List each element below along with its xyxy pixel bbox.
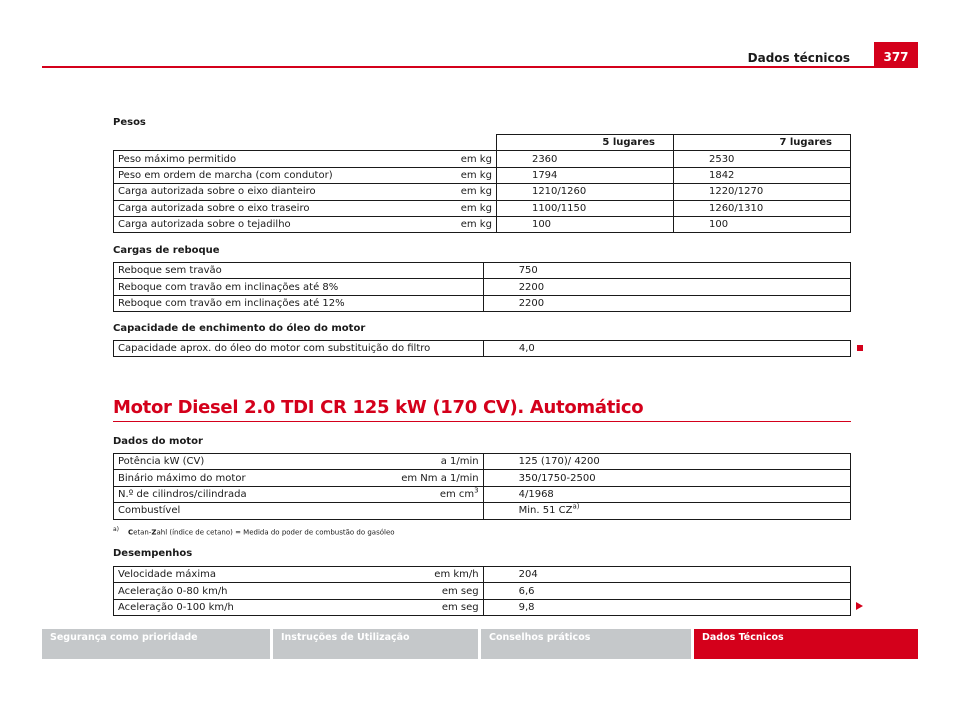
table-row xyxy=(114,599,851,615)
table-row xyxy=(114,567,851,583)
row-value: 2200 xyxy=(483,295,850,311)
footnote-text: ahl (índice de cetano) = Medida do poder de combustão do gasóleo xyxy=(156,528,395,537)
row-value-7: 1260/1310 xyxy=(673,200,850,216)
row-value-5: 1210/1260 xyxy=(496,184,673,200)
table-row xyxy=(114,279,851,295)
pesos-table xyxy=(113,134,851,233)
row-label: Binário máximo do motor xyxy=(114,470,314,486)
row-value-5: 1100/1150 xyxy=(496,200,673,216)
row-unit: em kg xyxy=(337,151,497,167)
table-row xyxy=(114,341,851,357)
row-label: Peso em ordem de marcha (com condutor) xyxy=(114,167,337,183)
row-unit: em kg xyxy=(337,167,497,183)
table-row xyxy=(114,583,851,599)
footnote-etan: etan- xyxy=(133,528,152,537)
oleo-table xyxy=(113,340,851,357)
row-label: Reboque com travão em inclinações até 12% xyxy=(114,295,484,311)
row-unit: em kg xyxy=(337,184,497,200)
row-value-5: 1794 xyxy=(496,167,673,183)
row-value-5: 2360 xyxy=(496,151,673,167)
section-title-pesos: Pesos xyxy=(113,117,146,128)
row-label: N.º de cilindros/cilindrada xyxy=(114,486,314,502)
row-unit: em seg xyxy=(313,583,483,599)
row-unit: em seg xyxy=(313,599,483,615)
page-number: 377 xyxy=(874,42,918,68)
pesos-header-empty xyxy=(114,135,497,151)
row-value-7: 100 xyxy=(673,216,850,232)
table-row xyxy=(114,295,851,311)
row-label: Reboque com travão em inclinações até 8% xyxy=(114,279,484,295)
row-label: Aceleração 0-100 km/h xyxy=(114,599,314,615)
motor-table xyxy=(113,453,851,520)
table-row xyxy=(114,503,851,519)
row-value: 4/1968 xyxy=(483,486,850,502)
row-value-5: 100 xyxy=(496,216,673,232)
row-unit: em kg xyxy=(337,200,497,216)
section-end-marker xyxy=(857,345,863,351)
header-rule xyxy=(42,66,918,68)
table-row xyxy=(114,167,851,183)
row-label: Carga autorizada sobre o eixo dianteiro xyxy=(114,184,337,200)
table-row xyxy=(114,470,851,486)
row-unit xyxy=(313,503,483,519)
row-value-7: 1220/1270 xyxy=(673,184,850,200)
row-unit: a 1/min xyxy=(313,454,483,470)
row-value-7: 2530 xyxy=(673,151,850,167)
desempenhos-table xyxy=(113,566,851,616)
row-label: Carga autorizada sobre o eixo traseiro xyxy=(114,200,337,216)
row-unit: em kg xyxy=(337,216,497,232)
row-label: Peso máximo permitido xyxy=(114,151,337,167)
header-title: Dados técnicos xyxy=(747,51,850,65)
footnote-c: C xyxy=(127,528,134,537)
table-row xyxy=(114,454,851,470)
table-row xyxy=(114,200,851,216)
row-value-7: 1842 xyxy=(673,167,850,183)
continue-arrow-icon[interactable] xyxy=(856,602,863,610)
footnote xyxy=(113,526,395,536)
footer-tab-conselhos[interactable]: Conselhos práticos xyxy=(481,629,691,659)
section-title-motor: Dados do motor xyxy=(113,436,203,447)
row-label: Aceleração 0-80 km/h xyxy=(114,583,314,599)
section-title-reboque: Cargas de reboque xyxy=(113,245,220,256)
row-unit: em Nm a 1/min xyxy=(313,470,483,486)
row-value: 4,0 xyxy=(483,341,850,357)
engine-heading: Motor Diesel 2.0 TDI CR 125 kW (170 CV). Automático xyxy=(113,397,644,418)
row-value xyxy=(483,503,850,519)
pesos-col-7: 7 lugares xyxy=(673,135,850,151)
row-unit xyxy=(313,486,483,502)
footnote-marker: a) xyxy=(113,526,120,533)
footer-tab-instrucoes[interactable]: Instruções de Utilização xyxy=(273,629,478,659)
row-label: Carga autorizada sobre o tejadilho xyxy=(114,216,337,232)
value-text: Min. 51 CZ xyxy=(518,505,573,517)
unit-superscript: 3 xyxy=(474,486,479,495)
row-value: 125 (170)/ 4200 xyxy=(483,454,850,470)
row-value: 350/1750-2500 xyxy=(483,470,850,486)
row-value: 6,6 xyxy=(483,583,850,599)
unit-text: em cm xyxy=(439,488,475,500)
pesos-col-5: 5 lugares xyxy=(496,135,673,151)
row-value: 204 xyxy=(483,567,850,583)
table-row xyxy=(114,216,851,232)
row-label: Combustível xyxy=(114,503,314,519)
engine-heading-rule xyxy=(113,421,851,422)
row-value: 9,8 xyxy=(483,599,850,615)
footer-tab-dados-tecnicos[interactable]: Dados Técnicos xyxy=(694,629,918,659)
row-label: Capacidade aprox. do óleo do motor com substituição do filtro xyxy=(114,341,484,357)
section-title-desempenhos: Desempenhos xyxy=(113,548,193,559)
footer-tab-seguranca[interactable]: Segurança como prioridade xyxy=(42,629,270,659)
table-row xyxy=(114,263,851,279)
row-label: Potência kW (CV) xyxy=(114,454,314,470)
footnote-z: Z xyxy=(151,528,157,537)
table-row xyxy=(114,151,851,167)
pesos-header-row xyxy=(114,135,851,151)
table-row xyxy=(114,486,851,502)
section-title-oleo: Capacidade de enchimento do óleo do motor xyxy=(113,323,366,334)
row-value: 2200 xyxy=(483,279,850,295)
table-row xyxy=(114,184,851,200)
reboque-table xyxy=(113,262,851,312)
row-value: 750 xyxy=(483,263,850,279)
row-label: Velocidade máxima xyxy=(114,567,314,583)
row-unit: em km/h xyxy=(313,567,483,583)
row-label: Reboque sem travão xyxy=(114,263,484,279)
footnote-ref: a) xyxy=(572,503,580,512)
